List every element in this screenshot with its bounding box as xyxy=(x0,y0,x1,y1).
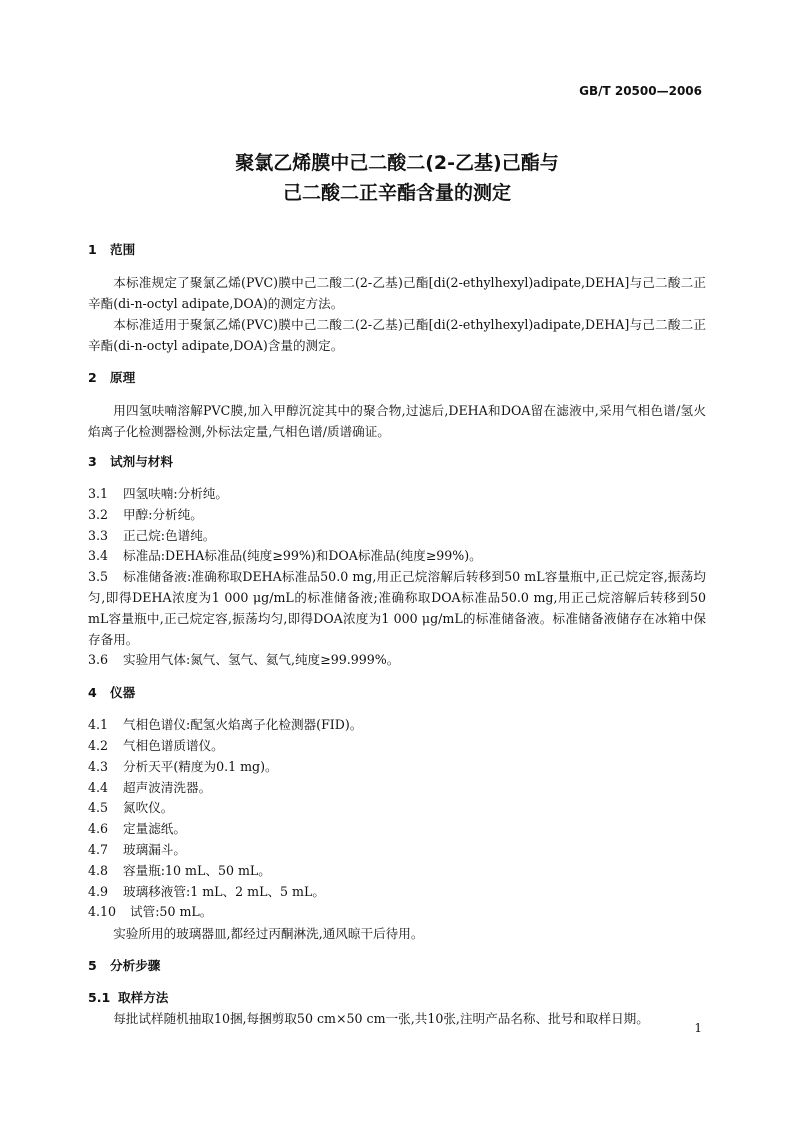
list-item: 4.10 试管:50 mL。 xyxy=(88,904,213,920)
section-3-list xyxy=(88,484,706,671)
list-item: 4.3 分析天平(精度为0.1 mg)。 xyxy=(88,758,278,774)
section-5-1-heading: 5.1 取样方法 xyxy=(88,990,169,1006)
list-item: 4.9 玻璃移液管:1 mL、2 mL、5 mL。 xyxy=(88,883,325,899)
section-2-paragraph: 用四氢呋喃溶解PVC膜,加入甲醇沉淀其中的聚合物,过滤后,DEHA和DOA留在滤液中,采用气相色谱/氢火焰离子化检测器检测,外标法定量,气相色谱/质谱确证。 xyxy=(88,403,706,439)
title-line-2: 己二酸二正辛酯含量的测定 xyxy=(282,182,511,204)
document-body xyxy=(88,240,706,1029)
section-4-heading: 4 仪器 xyxy=(88,685,136,701)
section-2-heading: 2 原理 xyxy=(88,370,136,385)
list-item: 4.5 氮吹仪。 xyxy=(88,800,174,816)
section-4-note: 实验所用的玻璃器皿,都经过丙酮淋洗,通风晾干后待用。 xyxy=(113,926,424,942)
list-item: 3.2 甲醇:分析纯。 xyxy=(88,506,203,522)
title-line-1: 聚氯乙烯膜中己二酸二(2-乙基)己酯与 xyxy=(235,152,559,174)
standard-code: GB/T 20500—2006 xyxy=(579,84,702,98)
list-item: 4.2 气相色谱质谱仪。 xyxy=(88,737,224,753)
section-1-paragraph-2: 本标准适用于聚氯乙烯(PVC)膜中己二酸二(2-乙基)己酯[di(2-ethylhexyl)adipate,DEHA]与己二酸二正辛酯(di-n-octyl adipate,DOA)含量的测定。 xyxy=(88,317,706,353)
list-item: 3.5 标准储备液:准确称取DEHA标准品50.0 mg,用正己烷溶解后转移到50 mL容量瓶中,正己烷定容,振荡均匀,即得DEHA浓度为1 000 μg/mL的标准储备液;准确称取DOA标准品50.0 mg,用正己烷溶解后转移到50 mL容量瓶中,正己烷定容,振荡均匀,即得DOA浓度为1 000 μg/mL的标准储备液。标准储备液储存在冰箱中保存备用。 xyxy=(88,569,706,647)
list-item: 4.8 容量瓶:10 mL、50 mL。 xyxy=(88,862,271,878)
list-item: 4.7 玻璃漏斗。 xyxy=(88,841,186,857)
list-item: 3.3 正己烷:色谱纯。 xyxy=(88,527,216,543)
section-4-list xyxy=(88,715,706,944)
document-title xyxy=(0,148,794,208)
list-item: 4.6 定量滤纸。 xyxy=(88,821,186,837)
section-3-heading: 3 试剂与材料 xyxy=(88,454,173,469)
section-5-heading: 5 分析步骤 xyxy=(88,958,161,974)
list-item: 4.1 气相色谱仪:配氢火焰离子化检测器(FID)。 xyxy=(88,717,363,733)
page-number: 1 xyxy=(694,1021,702,1035)
section-1-paragraph-1: 本标准规定了聚氯乙烯(PVC)膜中己二酸二(2-乙基)己酯[di(2-ethylhexyl)adipate,DEHA]与己二酸二正辛酯(di-n-octyl adipate,DOA)的测定方法。 xyxy=(88,275,706,311)
list-item: 3.1 四氢呋喃:分析纯。 xyxy=(88,486,228,501)
section-1-heading: 1 范围 xyxy=(88,242,136,257)
list-item: 3.6 实验用气体:氮气、氢气、氦气,纯度≥99.999%。 xyxy=(88,652,400,668)
list-item: 3.4 标准品:DEHA标准品(纯度≥99%)和DOA标准品(纯度≥99%)。 xyxy=(88,548,482,564)
list-item: 4.4 超声波清洗器。 xyxy=(88,779,212,795)
section-5-1-paragraph: 每批试样随机抽取10捆,每捆剪取50 cm×50 cm一张,共10张,注明产品名称、批号和取样日期。 xyxy=(113,1011,649,1027)
